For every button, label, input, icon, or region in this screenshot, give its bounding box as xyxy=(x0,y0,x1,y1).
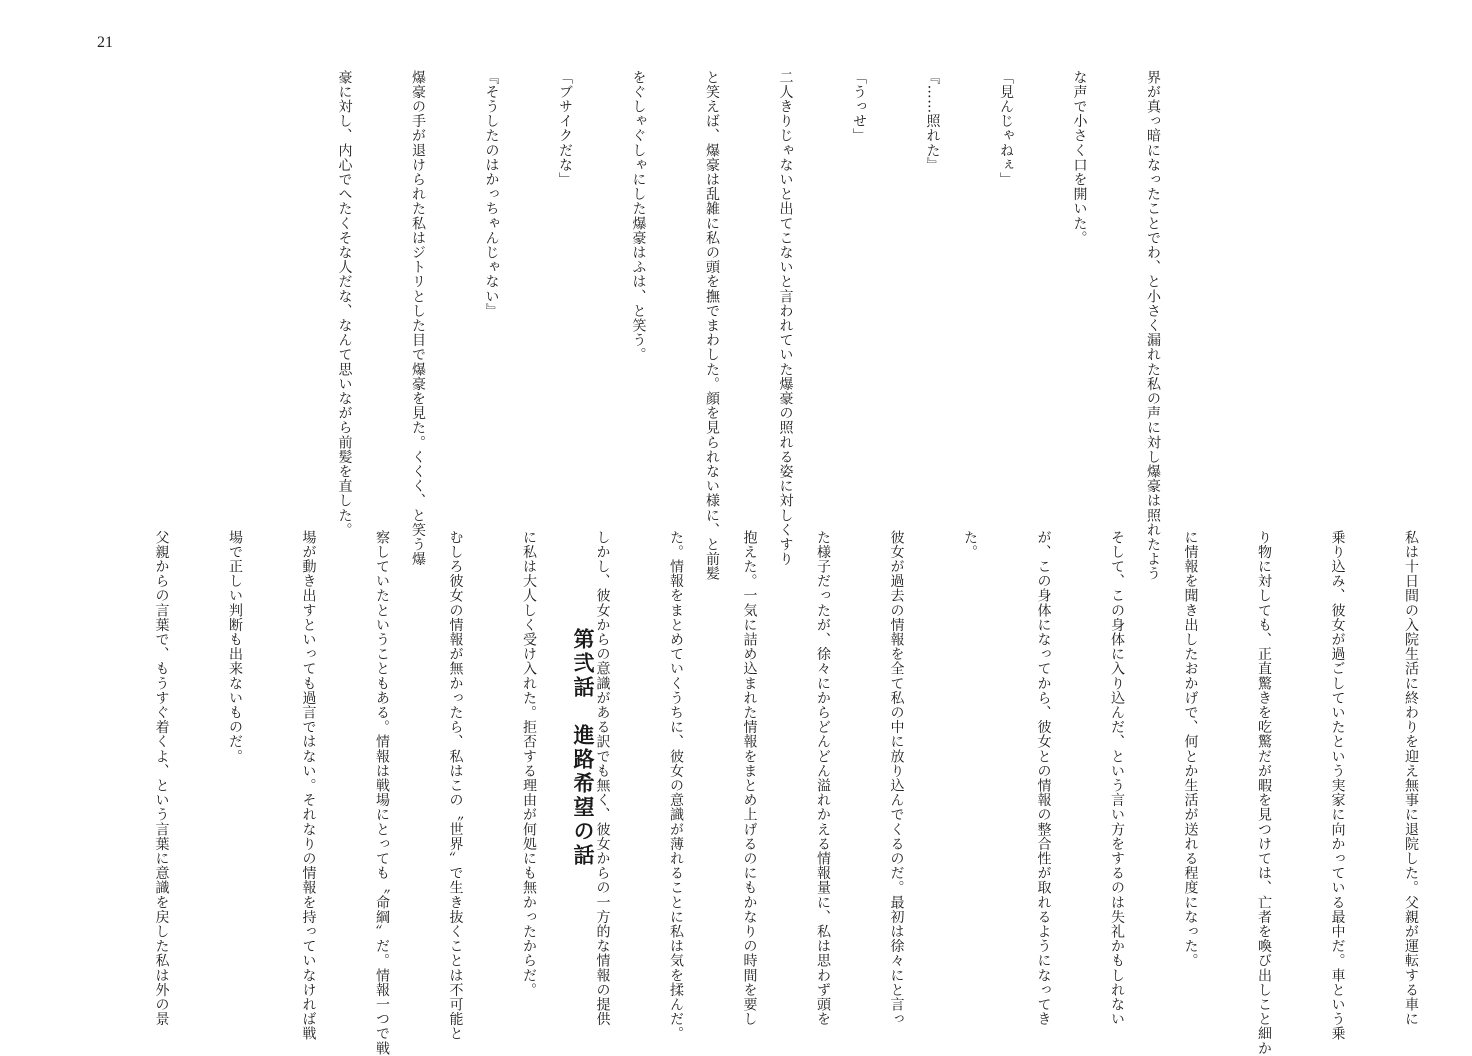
text-column: しかし、彼女からの意識がある訳でも無く、彼女からの一方的な情報の提供 xyxy=(594,530,611,1027)
text-column: 豪に対し、内心でへたくそな人だな、なんて思いながら前髪を直した。 xyxy=(336,70,353,538)
lower-text-block xyxy=(100,530,1472,1056)
text-column: 彼女が過去の情報を全て私の中に放り込んでくるのだ。最初は徐々にと言っ xyxy=(888,530,905,1027)
text-column: た様子だったが、徐々にからどんどん溢れかえる情報量に、私は思わず頭を xyxy=(815,530,831,1027)
text-column: をぐしゃぐしゃにした爆豪はふは、と笑う。 xyxy=(630,70,647,362)
text-column: た。情報をまとめていくうちに、彼女の意識が薄れることに私は気を揉んだ。 xyxy=(668,530,684,1041)
page-number: 21 xyxy=(97,34,113,51)
text-column: な声で小さく口を開いた。 xyxy=(1071,70,1088,246)
text-column: 爆豪の手が退けられた私はジトリとした目で爆豪を見た。くくく、と笑う爆 xyxy=(410,70,426,567)
text-column: 「ブサイクだな」 xyxy=(557,70,573,187)
text-column: と笑えば、爆豪は乱雑に私の頭を撫でまわした。顔を見られない様に、と前髪 xyxy=(704,70,720,581)
text-column: に私は大人しく受け入れた。拒否する理由が何処にも無かったからだ。 xyxy=(521,530,537,998)
text-column: 察していたということもある。情報は戦場にとっても〝命綱〟だ。情報一つで戦 xyxy=(374,530,390,1056)
text-column: が、この身体になってから、彼女との情報の整合性が取れるようになってき xyxy=(1035,530,1052,1027)
text-column: むしろ彼女の情報が無かったら、私はこの〝世界〟で生き抜くことは不可能と xyxy=(447,530,464,1041)
text-column: 場で正しい判断も出来ないものだ。 xyxy=(227,530,243,764)
text-column: 『そうしたのはかっちゃんじゃない』 xyxy=(483,70,500,319)
text-column: 場が動き出すといっても過言ではない。それなりの情報を持っていなければ戦 xyxy=(300,530,317,1041)
text-column: 私は十日間の入院生活に終わりを迎え無事に退院した。父親が運転する車に xyxy=(1403,530,1419,1027)
text-column: 「見んじゃねぇ」 xyxy=(998,70,1014,187)
text-column: そして、この身体に入り込んだ、という言い方をするのは失礼かもしれない xyxy=(1109,530,1125,1027)
text-column: 乗り込み、彼女が過ごしていたという実家に向かっている最中だ。車という乗 xyxy=(1329,530,1346,1041)
text-column: た。 xyxy=(962,530,978,560)
text-column: 抱えた。一気に詰め込まれた情報をまとめ上げるのにもかなりの時間を要し xyxy=(741,530,758,1027)
text-column: り物に対しても、正直驚きを吃驚だが暇を見つけては、亡者を喚び出しこと細か xyxy=(1256,530,1272,1056)
chapter-title: 第弐話 進路希望の話 xyxy=(571,628,596,868)
text-column: 二人きりじゃないと出てこないと言われていた爆豪の照れる姿に対しくすり xyxy=(777,70,794,567)
text-column: 『……照れた』 xyxy=(924,70,941,173)
text-column: 父親からの言葉で、もうすぐ着くよ、という言葉に意識を戻した私は外の景 xyxy=(153,530,170,1027)
text-column: 界が真っ暗になったことでわ、と小さく漏れた私の声に対し爆豪は照れたよう xyxy=(1145,70,1161,581)
upper-text-block xyxy=(283,70,1214,581)
text-column: に情報を聞き出したおかげで、何とか生活が送れる程度になった。 xyxy=(1182,530,1199,968)
text-column: 「うっせ」 xyxy=(851,70,867,143)
